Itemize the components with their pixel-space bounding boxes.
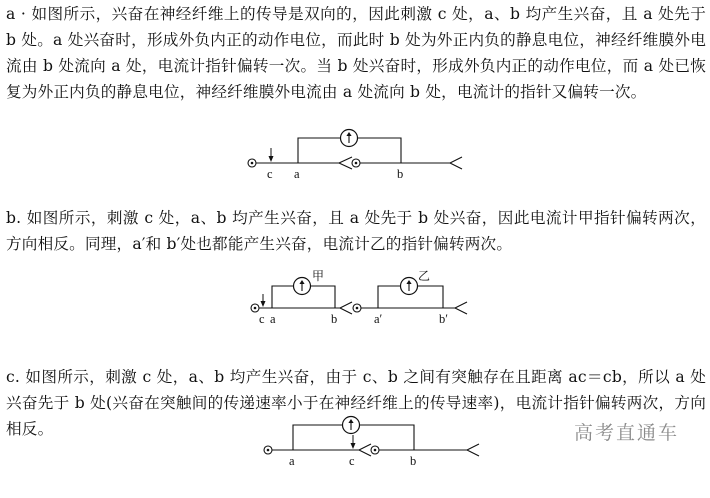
cell-body-icon — [352, 159, 360, 167]
synapse-icon — [340, 302, 352, 314]
figure-3-neuron-diagram — [264, 417, 479, 469]
stimulus-arrow-icon — [269, 156, 274, 162]
galvanometer-icon — [341, 130, 358, 147]
label-a: a — [294, 167, 300, 181]
axon-terminal-icon — [455, 302, 467, 314]
cell-body-icon — [353, 304, 361, 312]
stimulus-arrow-icon — [261, 301, 266, 307]
label-b: b — [410, 454, 417, 468]
synapse-icon — [359, 444, 371, 456]
paragraph-b: b. 如图所示，刺激 c 处，a、b 均产生兴奋，且 a 处先于 b 处兴奋，因此电流计甲指针偏转两次，方向相反。同理，a′和 b′处也都能产生兴奋，电流计乙的指针偏转两次。 — [6, 209, 706, 253]
label-c: c — [259, 312, 265, 326]
figure-2-neuron-diagram — [251, 269, 467, 326]
label-a: a — [270, 312, 276, 326]
synapse-icon — [339, 157, 352, 169]
galvanometer-jia-icon — [294, 278, 311, 295]
cell-body-icon — [264, 446, 272, 454]
meter-yi-label: 乙 — [418, 269, 431, 283]
axon-terminal-icon — [467, 444, 479, 456]
cell-body-icon — [371, 446, 379, 454]
label-a: a — [289, 454, 295, 468]
watermark: 高考直通车 — [574, 422, 680, 444]
stimulus-arrow-icon — [351, 443, 356, 449]
galvanometer-icon — [343, 417, 360, 434]
paragraph-a: a · 如图所示，兴奋在神经纤维上的传导是双向的，因此刺激 c 处，a、b 均产生兴奋，且 a 处先于 b 处。a 处兴奋时，形成外负内正的动作电位，而此时 b 处为外正内负的静息电位，神经纤维膜外电流由 b 处流向 a 处，电流计指针偏转一次。当 b 处兴奋时，形成外负内正的动作电位，而 a 处已恢复为外正内负的静息电位，神经纤维膜外电流由 a 处流向 b 处，电流计的指针又偏转一次。 — [6, 5, 706, 101]
meter-jia-label: 甲 — [312, 269, 325, 283]
paragraph-c: c. 如图所示，刺激 c 处，a、b 均产生兴奋，由于 c、b 之间有突触存在且距离 ac＝cb，所以 a 处兴奋先于 b 处(兴奋在突触间的传递速率小于在神经纤维上的传导速率)，电流计指针偏转两次，方向相反。 — [6, 368, 706, 438]
galvanometer-yi-icon — [401, 278, 418, 295]
label-a-prime: a′ — [374, 312, 383, 326]
figure-1-neuron-diagram — [248, 130, 462, 182]
label-b: b — [397, 167, 404, 181]
label-b-prime: b′ — [439, 312, 448, 326]
label-c: c — [267, 167, 273, 181]
label-b: b — [331, 312, 338, 326]
cell-body-icon — [248, 159, 256, 167]
axon-terminal-icon — [450, 157, 462, 169]
label-c: c — [349, 454, 355, 468]
cell-body-icon — [251, 304, 259, 312]
